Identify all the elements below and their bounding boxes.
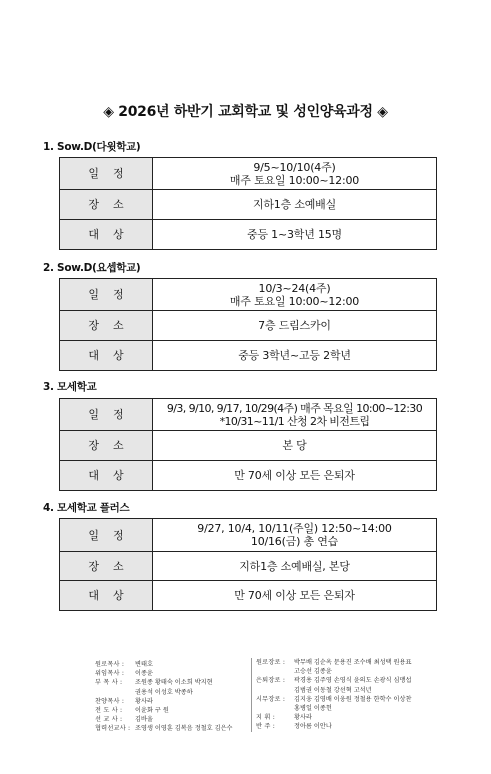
row-place bbox=[60, 552, 437, 581]
value-line: 매주 토요일 10:00~12:00 bbox=[229, 294, 360, 308]
row-schedule bbox=[60, 279, 437, 311]
row-target bbox=[60, 220, 437, 250]
label-schedule: 일정 bbox=[60, 279, 153, 311]
section-heading-3: 3. 모세학교 bbox=[43, 381, 97, 393]
staff-row bbox=[256, 722, 451, 731]
staff-names: 홍병일 이종헌 bbox=[294, 705, 332, 713]
staff-role: 원로장로 : bbox=[256, 659, 286, 666]
value-line: 지하1층 소예배실 bbox=[252, 198, 337, 211]
staff-row bbox=[95, 678, 245, 687]
staff-names: 정아름 이안나 bbox=[294, 723, 332, 731]
value-line: 10/16(금) 총 연습 bbox=[250, 535, 339, 548]
staff-role: 지 휘 : bbox=[256, 714, 275, 722]
staff-role: 부 목 사 : bbox=[95, 679, 123, 687]
label-place: 장소 bbox=[60, 190, 153, 220]
row-target bbox=[60, 461, 437, 491]
staff-names: 김바울 bbox=[135, 716, 153, 724]
schedule-table-1 bbox=[59, 157, 437, 250]
staff-row bbox=[256, 713, 451, 722]
staff-row bbox=[256, 658, 451, 667]
value-target bbox=[153, 341, 437, 371]
staff-row bbox=[256, 695, 451, 704]
value-line: 지하1층 소예배실, 본당 bbox=[239, 559, 350, 573]
value-target bbox=[153, 461, 437, 491]
row-place bbox=[60, 431, 437, 461]
label-place: 장소 bbox=[60, 311, 153, 341]
staff-row bbox=[95, 697, 245, 706]
value-line: 매주 토요일 10:00~12:00 bbox=[229, 173, 360, 187]
label-schedule: 일정 bbox=[60, 158, 153, 190]
value-place bbox=[153, 311, 437, 341]
staff-names: 이윤화 구 원 bbox=[135, 707, 169, 715]
value-line: 만 70세 이상 모든 은퇴자 bbox=[234, 469, 355, 482]
value-schedule bbox=[153, 279, 437, 311]
schedule-table-4 bbox=[59, 518, 437, 611]
staff-role: 전 도 사 : bbox=[95, 707, 123, 715]
staff-names: 변태호 bbox=[135, 661, 153, 668]
label-place: 장소 bbox=[60, 431, 153, 461]
label-place: 장소 bbox=[60, 552, 153, 581]
staff-names: 조영생 이영훈 김복음 정철호 김은수 bbox=[135, 725, 233, 733]
section-heading-2: 2. Sow.D(요셉학교) bbox=[43, 262, 141, 274]
staff-row bbox=[95, 715, 245, 724]
row-schedule bbox=[60, 519, 437, 552]
value-target bbox=[153, 581, 437, 611]
schedule-table-2 bbox=[59, 278, 437, 371]
staff-names: 김범권 이동철 강선혁 고석년 bbox=[294, 686, 372, 694]
section-heading-1: 1. Sow.D(다윗학교) bbox=[43, 141, 141, 153]
staff-role: 협력선교사 : bbox=[95, 725, 131, 733]
staff-row bbox=[95, 660, 245, 669]
staff-role: 시무장로 : bbox=[256, 695, 286, 703]
value-line: 중등 3학년~고등 2학년 bbox=[238, 349, 351, 362]
value-line: *10/31~11/1 산청 2차 비전트립 bbox=[219, 414, 370, 428]
staff-role: 위임목사 : bbox=[95, 670, 125, 678]
staff-names: 조원종 황태숙 이소희 박지현 bbox=[135, 679, 213, 687]
label-schedule: 일정 bbox=[60, 519, 153, 552]
schedule-table-3 bbox=[59, 398, 437, 491]
label-target: 대상 bbox=[60, 341, 153, 371]
row-schedule bbox=[60, 399, 437, 431]
value-schedule bbox=[153, 158, 437, 190]
document-title: ◈ 2026년 하반기 교회학교 및 성인양육과정 ◈ bbox=[103, 104, 388, 120]
staff-list-pastors bbox=[95, 660, 245, 734]
staff-row bbox=[95, 706, 245, 715]
staff-names: 황사라 bbox=[294, 714, 312, 722]
staff-names: 박무배 김순옥 문용진 조수배 최성택 원용표 bbox=[294, 659, 412, 666]
value-line: 9/5~10/10(4주) bbox=[253, 160, 336, 174]
staff-row bbox=[95, 724, 245, 733]
row-target bbox=[60, 341, 437, 371]
staff-names: 황사라 bbox=[135, 697, 153, 705]
value-line: 본 당 bbox=[282, 439, 307, 452]
value-line: 만 70세 이상 모든 은퇴자 bbox=[234, 589, 355, 602]
value-schedule bbox=[153, 399, 437, 431]
staff-row bbox=[256, 676, 451, 685]
value-target bbox=[153, 220, 437, 250]
staff-names: 권용석 이성호 박종하 bbox=[135, 688, 193, 696]
staff-list-elders bbox=[251, 658, 451, 732]
row-target bbox=[60, 581, 437, 611]
label-target: 대상 bbox=[60, 461, 153, 491]
staff-row bbox=[95, 669, 245, 678]
label-schedule: 일정 bbox=[60, 399, 153, 431]
value-line: 중등 1~3학년 15명 bbox=[247, 228, 342, 241]
row-schedule bbox=[60, 158, 437, 190]
value-line: 9/3, 9/10, 9/17, 10/29(4주) 매주 목요일 10:00~12:30 bbox=[166, 401, 423, 415]
staff-role: 원로목사 : bbox=[95, 661, 125, 668]
value-place bbox=[153, 552, 437, 581]
label-target: 대상 bbox=[60, 581, 153, 611]
row-place bbox=[60, 311, 437, 341]
label-target: 대상 bbox=[60, 220, 153, 250]
value-line: 9/27, 10/4, 10/11(주일) 12:50~14:00 bbox=[197, 522, 392, 535]
staff-role: 선 교 사 : bbox=[95, 716, 123, 724]
staff-role: 은퇴장로 : bbox=[256, 677, 286, 685]
value-line: 7층 드림스카이 bbox=[258, 319, 331, 332]
section-heading-4: 4. 모세학교 플러스 bbox=[43, 502, 130, 514]
value-place bbox=[153, 431, 437, 461]
staff-role: 반 주 : bbox=[256, 723, 275, 731]
staff-names: 고승선 김종윤 bbox=[294, 668, 332, 676]
staff-names: 이종윤 bbox=[135, 670, 153, 678]
value-line: 10/3~24(4주) bbox=[258, 281, 331, 295]
staff-names: 곽경용 김주영 손영식 윤의도 손광식 심맹섭 bbox=[294, 677, 412, 685]
staff-names: 김지웅 김영배 이웅원 정철용 한학수 이상찬 bbox=[294, 695, 412, 703]
row-place bbox=[60, 190, 437, 220]
staff-role: 찬양목사 : bbox=[95, 697, 125, 705]
value-schedule bbox=[153, 519, 437, 552]
value-place bbox=[153, 190, 437, 220]
